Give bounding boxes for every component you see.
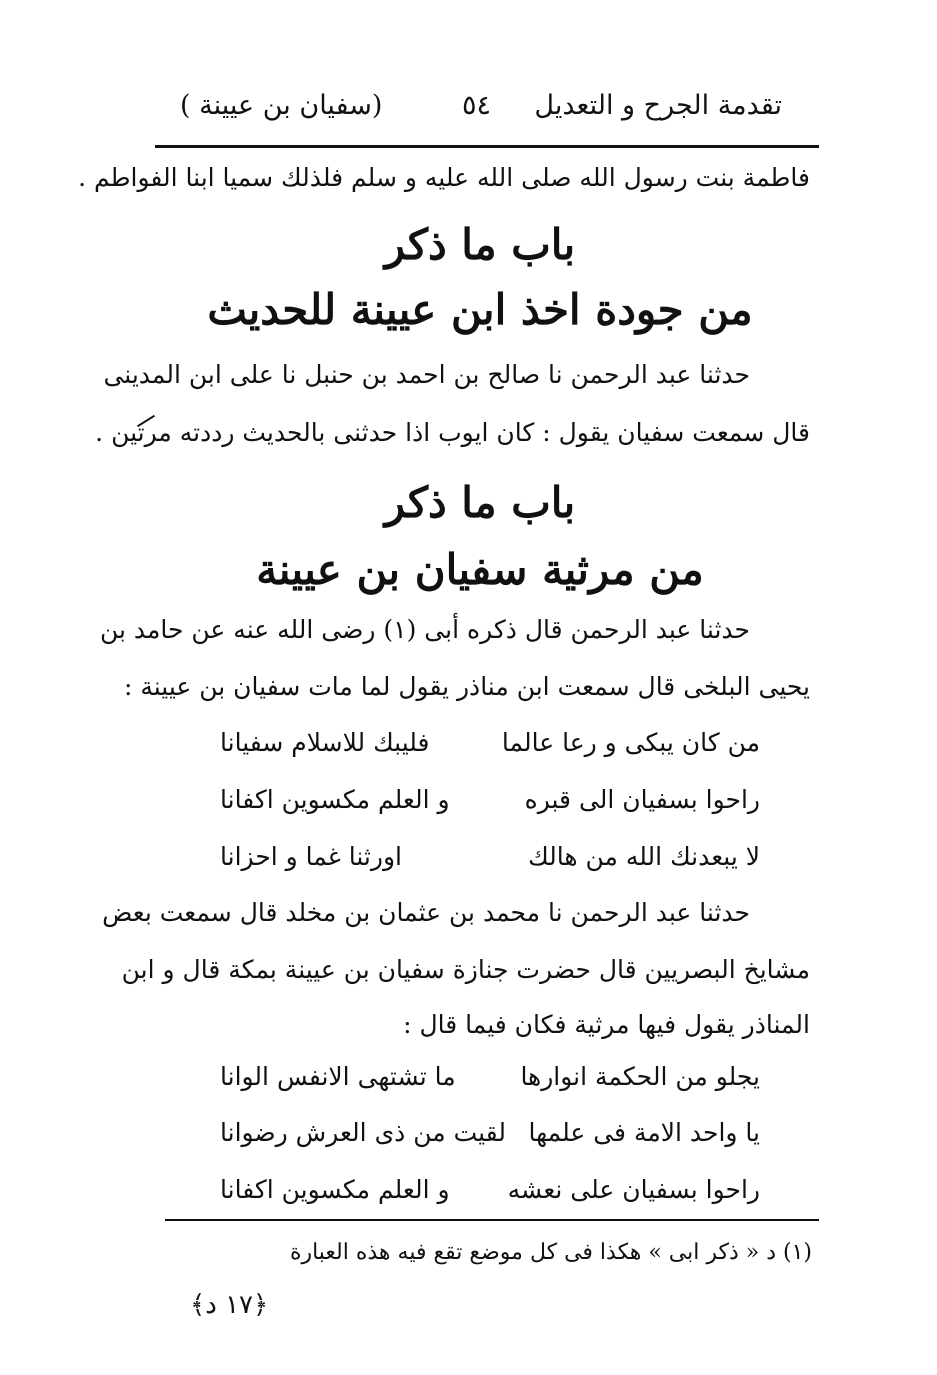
poem1-verse-3 [220, 842, 760, 871]
poem2-verse-2 [220, 1118, 760, 1147]
hemistich-second: و العلم مكسوين اكفانا [220, 1175, 450, 1204]
section2-line-5: المناذر يقول فيها مرثية فكان فيما قال : [403, 1010, 810, 1039]
hemistich-first: يا واحد الامة فى علمها [528, 1118, 760, 1147]
footnote: (١) د « ذكر ابى » هكذا فى كل موضع تقع فيه هذه العبارة [289, 1240, 812, 1265]
hemistich-first: يجلو من الحكمة انوارها [520, 1062, 760, 1091]
poem2-verse-1 [220, 1062, 760, 1091]
hemistich-first: لا يبعدنك الله من هالك [528, 842, 760, 871]
section-title: (سفيان بن عيينة ) [180, 90, 383, 121]
poem1-verse-1 [220, 728, 760, 757]
signature-mark: ﴿١٧ د﴾ [190, 1290, 269, 1320]
hemistich-second: اورثنا غما و احزانا [220, 842, 402, 871]
section1-line-1: حدثنا عبد الرحمن نا صالح بن احمد بن حنبل نا على ابن المدينى [103, 360, 750, 389]
poem1-verse-2 [220, 785, 760, 814]
hemistich-first: راحوا بسفيان الى قبره [524, 785, 760, 814]
section2-line-4: مشايخ البصريين قال حضرت جنازة سفيان بن عيينة بمكة قال و ابن [121, 955, 810, 984]
page-number: ٥٤ [462, 90, 492, 121]
hemistich-second: فليبك للاسلام سفيانا [220, 728, 430, 757]
section1-heading-2: من جودة اخذ ابن عيينة للحديث [207, 285, 753, 334]
hemistich-first: راحوا بسفيان على نعشه [507, 1175, 760, 1204]
book-title: تقدمة الجرح و التعديل [534, 90, 782, 121]
hemistich-second: لقيت من ذى العرش رضوانا [220, 1118, 506, 1147]
header-rule [155, 145, 819, 148]
intro-line: فاطمة بنت رسول الله صلى الله عليه و سلم فلذلك سميا ابنا الفواطم . [78, 163, 810, 192]
hemistich-second: و العلم مكسوين اكفانا [220, 785, 450, 814]
hemistich-first: من كان يبكى و رعا عالما [501, 728, 760, 757]
section2-heading-1: باب ما ذكر [384, 478, 576, 527]
section2-line-1: حدثنا عبد الرحمن قال ذكره أبى (١) رضى الله عنه عن حامد بن [99, 615, 750, 644]
section2-line-3: حدثنا عبد الرحمن نا محمد بن عثمان بن مخلد قال سمعت بعض [102, 898, 750, 927]
section2-heading-2: من مرثية سفيان بن عيينة [256, 545, 704, 594]
footnote-rule [165, 1219, 819, 1221]
poem2-verse-3 [220, 1175, 760, 1204]
hemistich-second: ما تشتهى الانفس الوانا [220, 1062, 456, 1091]
section1-heading-1: باب ما ذكر [384, 220, 576, 269]
section1-line-2: قال سمعت سفيان يقول : كان ايوب اذا حدثنى بالحديث رددته مرتين . [95, 418, 810, 447]
section2-line-2: يحيى البلخى قال سمعت ابن مناذر يقول لما مات سفيان بن عيينة : [123, 672, 810, 701]
